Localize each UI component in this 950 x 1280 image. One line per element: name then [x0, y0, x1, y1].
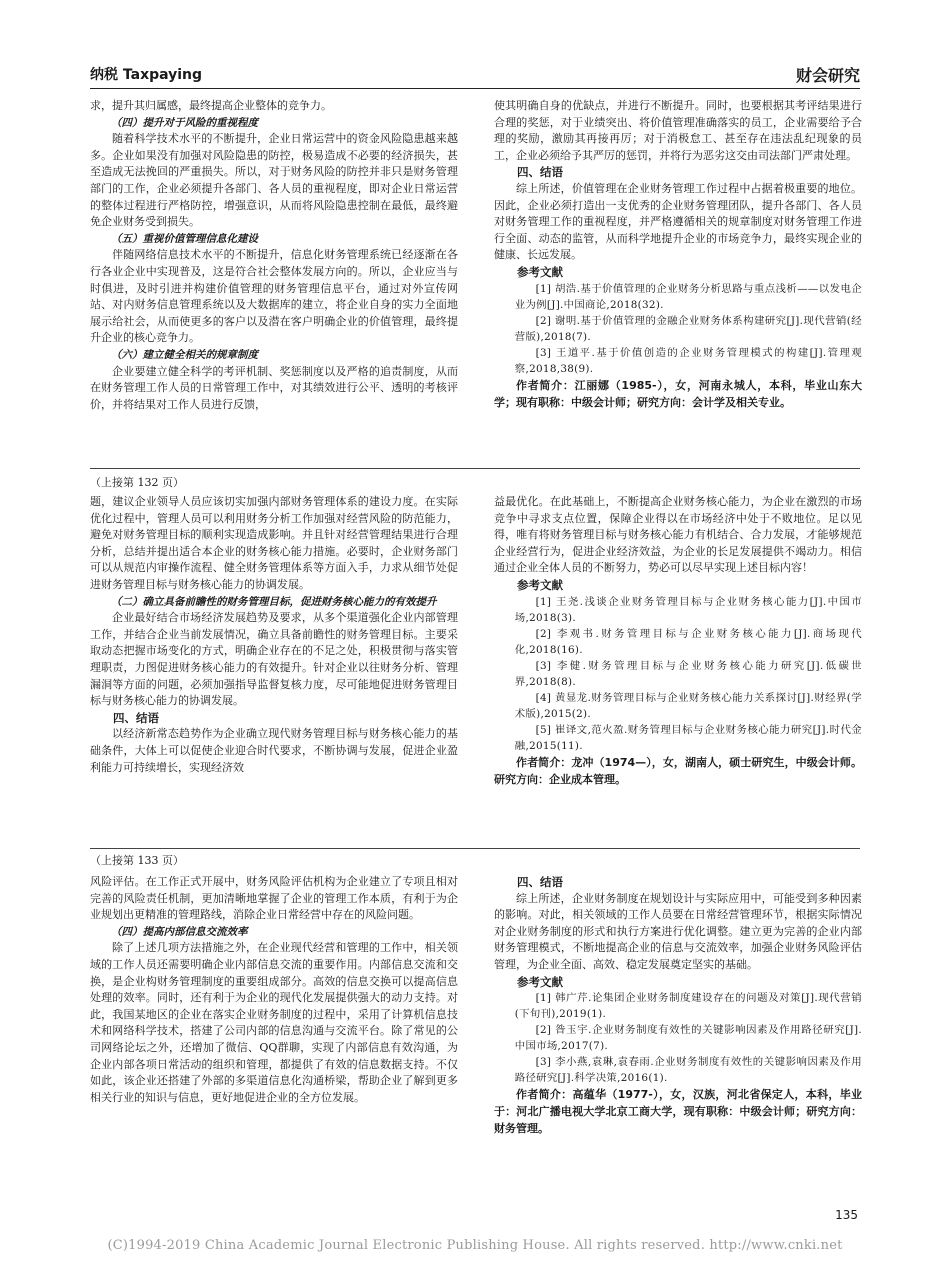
section-heading: 参考文献	[517, 974, 563, 989]
divider-line	[90, 468, 860, 469]
author-bio: 作者简介：江丽娜（1985-），女，河南永城人，本科，毕业山东大学；现有职称：中级会计师；研究方向：会计学及相关专业。	[494, 378, 862, 409]
paragraph: 使其明确自身的优缺点，并进行不断提升。同时，也要根据其考评结果进行合理的奖惩，对于业绩突出、将价值管理准确落实的员工，企业需要给予合理的奖励，激励其再接再厉；对于消极怠工、甚至存在违法乱纪现象的员工，企业必须给予其严厉的惩罚，并将行为恶劣这交由司法部门严肃处理。	[494, 99, 862, 162]
copyright-footer: (C)1994-2019 China Academic Journal Electronic Publishing House. All rights reserved. http://www.cnki.net	[107, 1238, 843, 1253]
reference-item: [3] 李小燕,袁琳,袁春雨.企业财务制度有效性的关键影响因素及作用路径研究[J].科学决策,2016(1).	[514, 1056, 862, 1085]
divider-line	[90, 848, 860, 849]
continuation-note: （上接第 133 页）	[90, 854, 184, 867]
section-heading: 四、结语	[113, 710, 159, 725]
reference-item: [3] 王道平.基于价值创造的企业财务管理模式的构建[J].管理观察,2018,38(9).	[514, 346, 862, 375]
separator-1	[90, 468, 860, 469]
article-1	[90, 98, 860, 460]
subsection-heading: （四）提升对于风险的重视程度	[111, 116, 258, 129]
article-1-left-column	[90, 98, 458, 413]
section-heading: 参考文献	[517, 264, 563, 279]
subsection-heading: （五）重视价值管理信息化建设	[111, 232, 258, 245]
running-header	[90, 62, 860, 89]
paragraph: 风险评估。在工作正式开展中，财务风险评估机构为企业建立了专项且相对完善的风险责任机制，更加清晰地掌握了企业的管理工作本质，有利于为企业规划出更精准的管理路线，消除企业日常经营中存在的风险问题。	[90, 875, 458, 922]
section-heading: 四、结语	[517, 165, 563, 180]
paragraph: 企业要建立健全科学的考评机制、奖惩制度以及严格的追责制度，从而在财务管理工作人员的日常管理工作中，对其绩效进行公平、透明的考核评价，并将结果对工作人员进行反馈，	[90, 364, 458, 411]
reference-item: [5] 崔译文,范火盈.财务管理目标与企业财务核心能力研究[J].时代金融,2015(11).	[514, 723, 862, 752]
reference-item: [3] 李健.财务管理目标与企业财务核心能力研究[J].低碳世界,2018(8).	[514, 659, 862, 688]
reference-item: [2] 昝玉宇.企业财务制度有效性的关键影响因素及作用路径研究[J].中国市场,2017(7).	[514, 1024, 862, 1053]
paragraph: 求，提升其归属感，最终提高企业整体的竞争力。	[90, 99, 332, 112]
subsection-heading: （六）建立健全相关的规章制度	[111, 348, 258, 361]
article-3-right-column	[494, 874, 862, 1137]
subsection-heading: （二）确立具备前瞻性的财务管理目标，促进财务核心能力的有效提升	[111, 595, 437, 608]
page-number: 135	[835, 1208, 858, 1222]
article-3-left-column	[90, 874, 458, 1106]
paragraph: 随着科学技术水平的不断提升，企业日常运营中的资金风险隐患越来越多。企业如果没有加强对风险隐患的防控，极易造成不必要的经济损失，甚至造成无法挽回的严重损失。所以，对于财务风险的防控并非只是财务管理部门的工作，企业必须提升各部门、各人员的重视程度，即对企业日常运营的整体过程进行严格防控，增强意识，从而将风险隐患控制在最低，最终避免企业财务受到损失。	[90, 132, 458, 229]
reference-item: [4] 黄显龙.财务管理目标与企业财务核心能力关系探讨[J].财经界(学术版),2015(2).	[514, 691, 862, 720]
article-2	[90, 474, 860, 848]
paragraph: 综上所述，企业财务制度在规划设计与实际应用中，可能受到多种因素的影响。对此，相关领域的工作人员要在日常经营管理环节，根据实际情况对企业财务制度的形式和执行方案进行优化调整。建立更为完善的企业内部财务管理模式，不断地提高企业的信息与交流效率，加强企业财务风险评估管理，为企业全面、高效、稳定发展奠定坚实的基础。	[494, 891, 862, 971]
reference-item: [1] 王尧.浅谈企业财务管理目标与企业财务核心能力[J].中国市场,2018(3).	[514, 595, 862, 624]
continuation-note: （上接第 132 页）	[90, 476, 184, 489]
section-name: 财会研究	[795, 66, 860, 85]
section-heading: 四、结语	[517, 875, 563, 889]
paragraph: 益最优化。在此基础上，不断提高企业财务核心能力，为企业在激烈的市场竞争中寻求支点位置，保障企业得以在市场经济中处于不败地位。足以见得，唯有将财务管理目标与财务核心能力有机结合、合力发展，才能够规范企业经营行为，促进企业经济效益，为企业的长足发展提供不竭动力。相信通过企业全体人员的不断努力，势必可以尽早实现上述目标内容！	[494, 495, 862, 575]
section-heading: 参考文献	[517, 577, 563, 592]
separator-2	[90, 848, 860, 849]
reference-item: [1] 胡浩.基于价值管理的企业财务分析思路与重点浅析——以发电企业为例[J].中国商论,2018(32).	[514, 282, 862, 311]
paragraph: 除了上述几项方法措施之外，在企业现代经营和管理的工作中，相关领域的工作人员还需要明确企业内部信息交流的重要作用。内部信息交流和交换，是企业构财务管理制度的重要组成部分。高效的信息交换可以提高信息处理的效率。同时，还有利于为企业的现代化发展提供强大的动力支持。对此，我国某地区的企业在落实企业财务制度的过程中，采用了计算机信息技术和网络科学技术，搭建了公司内部的信息沟通与交流平台。除了常见的公司网络论坛之外，还增加了微信、QQ群聊，实现了内部信息有效沟通，为企业内部各项日常活动的组织和管理，都提供了有效的信息数据支持。不仅如此，该企业还搭建了外部的多渠道信息化沟通桥梁，帮助企业了解到更多相关行业的知识与信息，更好地促进企业的全方位发展。	[90, 941, 458, 1104]
paragraph: 以经济新常态趋势作为企业确立现代财务管理目标与财务核心能力的基础条件，大体上可以促使企业迎合时代要求，不断协调与发展，促进企业盈利能力可持续增长，实现经济效	[90, 727, 458, 774]
paragraph: 企业最好结合市场经济发展趋势及要求，从多个渠道强化企业内部管理工作，并结合企业当前发展情况，确立具备前瞻性的财务管理目标。主要采取动态把握市场变化的方式，明确企业存在的不足之处，积极贯彻与落实管理职责，力图促进财务核心能力的有效提升。针对企业以往财务分析、管理漏洞等方面的问题，必须加强指导监督复核力度，尽可能地促进财务管理目标与财务核心能力的协调发展。	[90, 611, 458, 708]
article-2-left-column	[90, 494, 458, 776]
subsection-heading: （四）提高内部信息交流效率	[111, 925, 248, 938]
reference-item: [2] 谢明.基于价值管理的金融企业财务体系构建研究[J].现代营销(经营版),2018(7).	[514, 314, 862, 343]
author-bio: 作者简介：高蕴华（1977-），女，汉族，河北省保定人，本科，毕业于：河北广播电视大学北京工商大学，现有职称：中级会计师；研究方向：财务管理。	[494, 1088, 862, 1136]
article-1-right-column	[494, 98, 862, 411]
article-2-right-column	[494, 494, 862, 788]
article-3	[90, 852, 860, 1197]
paragraph: 伴随网络信息技术水平的不断提升，信息化财务管理系统已经逐渐在各行各业企业中实现普及，这是符合社会整体发展方向的。所以，企业应当与时俱进，及时引进并构建价值管理的财务管理信息平台，通过对外宣传网站、对内财务信息管理系统以及大数据库的建立，将企业自身的实力全面地展示给社会，从而使更多的客户以及潜在客户明确企业的价值管理，最终提升企业的核心竞争力。	[90, 248, 458, 345]
journal-name: 纳税 Taxpaying	[90, 67, 203, 83]
reference-item: [2] 李观书.财务管理目标与企业财务核心能力[J].商场现代化,2018(16).	[514, 627, 862, 656]
paragraph: 综上所述，价值管理在企业财务管理工作过程中占据着极重要的地位。因此，企业必须打造出一支优秀的企业财务管理团队，提升各部门、各人员对财务管理工作的重视程度，并严格遵循相关的规章制度对财务管理工作进行全面、动态的监管，从而科学地提升企业的市场竞争力，最终实现企业的健康、长远发展。	[494, 181, 862, 262]
reference-item: [1] 韩广芹.论集团企业财务制度建设存在的问题及对策[J].现代营销(下旬刊),2019(1).	[514, 992, 862, 1021]
author-bio: 作者简介：龙冲（1974—），女，湖南人，硕士研究生，中级会计师。研究方向：企业成本管理。	[494, 755, 862, 786]
paragraph: 题，建议企业领导人员应该切实加强内部财务管理体系的建设力度。在实际优化过程中，管理人员可以利用财务分析工作加强对经营风险的防范能力，避免对财务管理目标的顺利实现造成影响。并且针对经营管理结果进行合理分析，总结并提出适合本企业的财务核心能力措施。必要时，企业财务部门可以从规范内审操作流程、健全财务管理体系等方面入手，力求从细节处促进财务管理目标与财务核心能力的协调发展。	[90, 495, 458, 591]
